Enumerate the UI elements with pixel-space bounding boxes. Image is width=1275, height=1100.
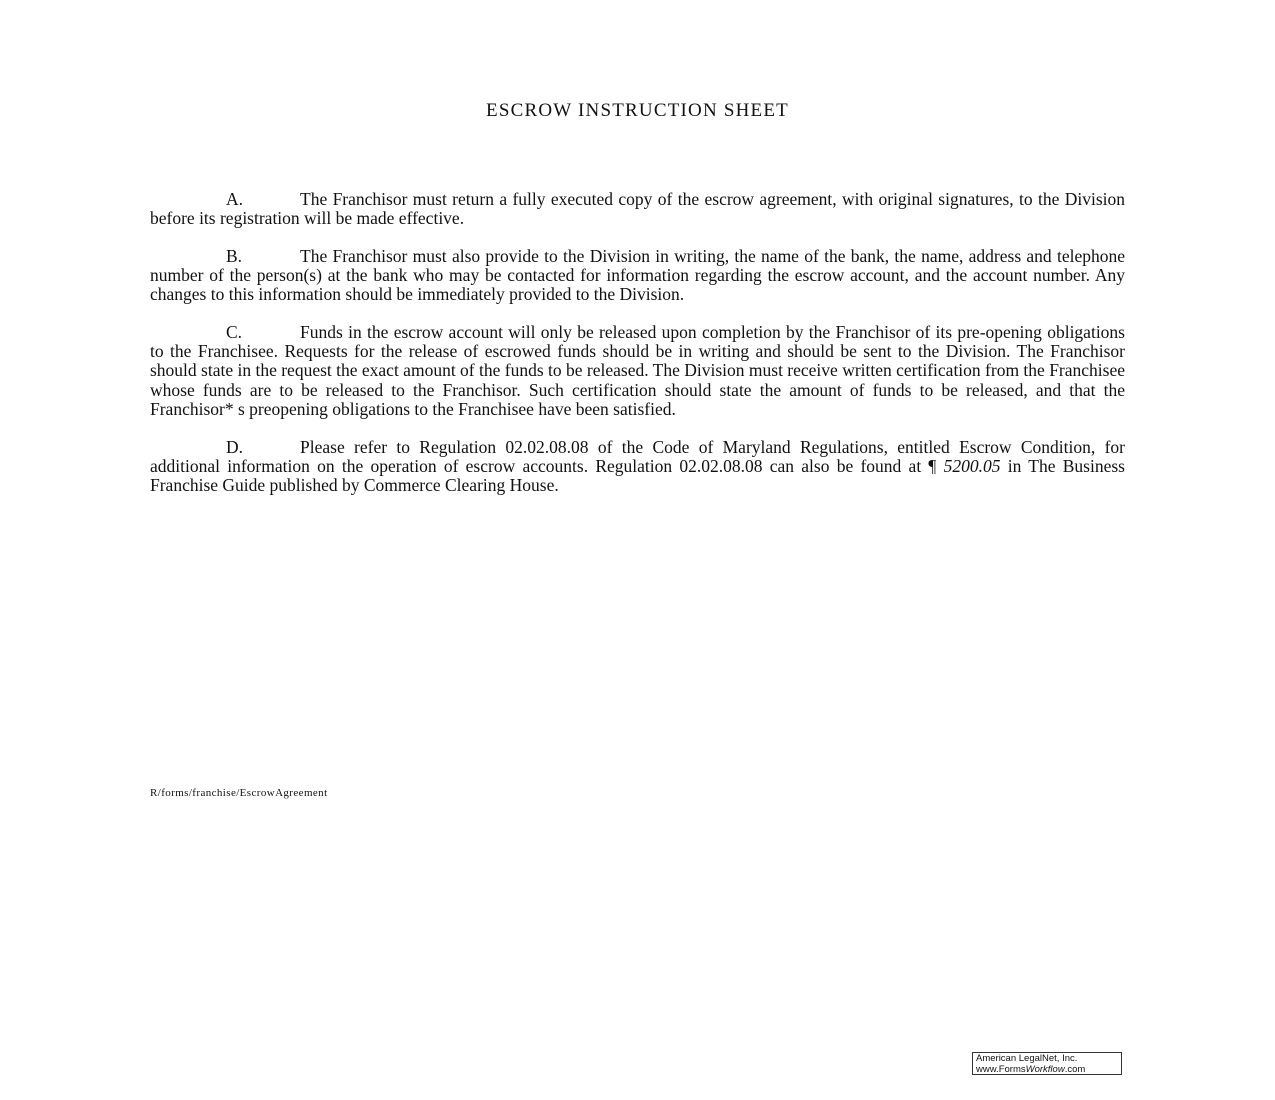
- paragraph-b: [150, 247, 1125, 305]
- brand-company-name: American LegalNet, Inc.: [976, 1053, 1078, 1064]
- brand-website-italic: Workflow: [1025, 1063, 1065, 1075]
- paragraph-c-letter: C.: [226, 322, 243, 343]
- paragraph-d-text-before: Please refer to Regulation 02.02.08.08 of the Code of Maryland Regulations, entitled Escrow Condition, for additional information on the operation of escrow accounts. Regulation 02.02.08.08 can also be found at ¶: [150, 436, 1125, 476]
- paragraph-b-letter: B.: [226, 245, 243, 266]
- paragraph-d-letter: D.: [226, 436, 244, 457]
- brand-website-suffix: .com: [1064, 1063, 1086, 1075]
- paragraph-d-reference: 5200.05: [943, 455, 1001, 476]
- paragraph-a: [150, 190, 1125, 228]
- paragraph-b-text: The Franchisor must also provide to the Division in writing, the name of the bank, the name, address and telephone number of the person(s) at the bank who may be contacted for information regarding the escrow account, and the account number. Any changes to this information should be immediately provided to the Division.: [150, 245, 1125, 305]
- brand-stamp: [972, 1052, 1122, 1075]
- paragraph-d: [150, 438, 1125, 496]
- paragraph-c-text: Funds in the escrow account will only be released upon completion by the Franchisor of its pre-opening obligations to the Franchisee. Requests for the release of escrowed funds should be in writing and should be sent to the Division. The Franchisor should state in the request the exact amount of the funds to be released. The Division must receive written certification from the Franchisee whose funds are to be released to the Franchisor. Such certification should state the amount of funds to be released, and that the Franchisor* s preopening obligations to the Franchisee have been satisfied.: [150, 322, 1125, 419]
- paragraph-c: [150, 323, 1125, 419]
- paragraph-a-text: The Franchisor must return a fully executed copy of the escrow agreement, with original signatures, to the Division before its registration will be made effective.: [150, 189, 1125, 229]
- page-title: ESCROW INSTRUCTION SHEET: [486, 100, 789, 121]
- paragraph-d-text-after: in The Business Franchise Guide published by Commerce Clearing House.: [150, 455, 1125, 495]
- brand-website: [976, 1065, 1121, 1076]
- brand-website-prefix: www.Forms: [976, 1063, 1026, 1075]
- footer-file-path: R/forms/franchise/EscrowAgreement: [150, 787, 328, 799]
- paragraph-a-letter: A.: [226, 189, 244, 209]
- document-body: [150, 190, 1125, 514]
